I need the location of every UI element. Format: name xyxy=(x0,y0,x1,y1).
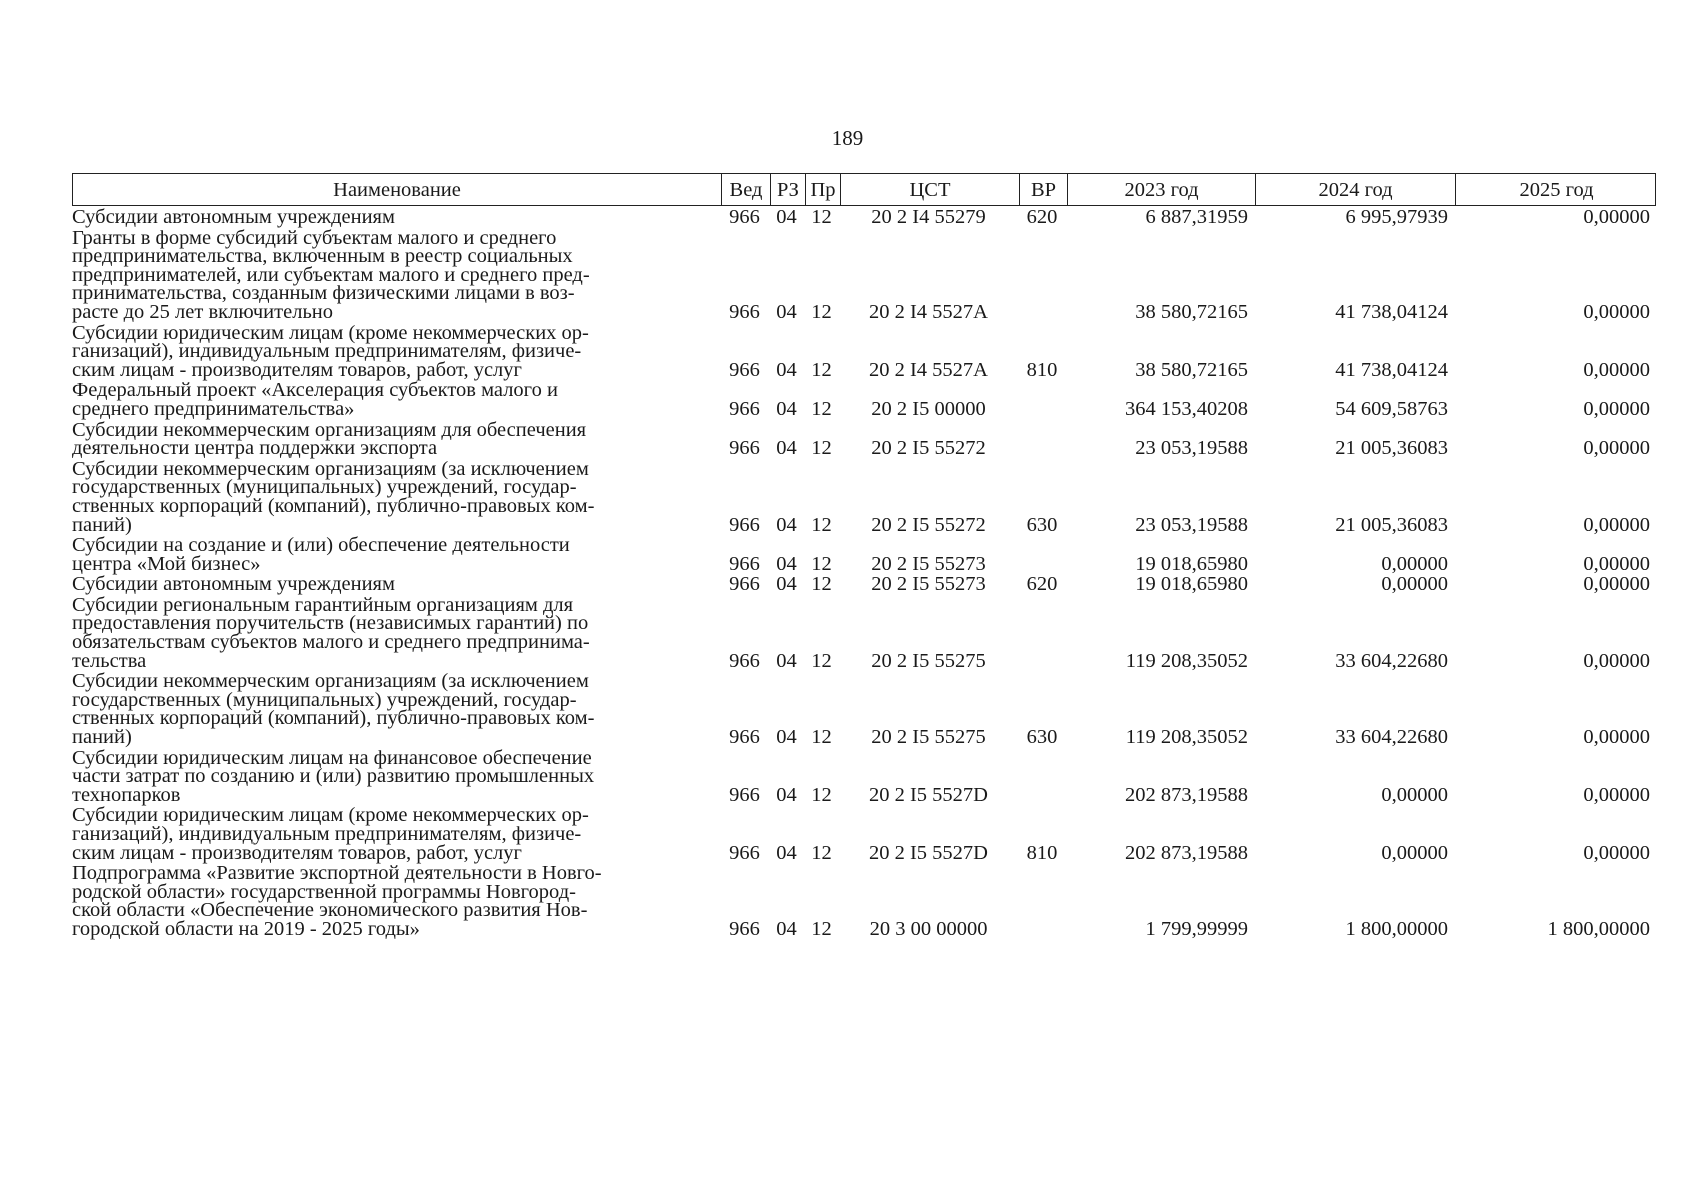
row-cst: 20 2 I5 55273 xyxy=(871,573,986,596)
row-ved: 966 xyxy=(729,552,760,575)
row-cst: 20 2 I5 55273 xyxy=(871,552,986,575)
row-ved: 966 xyxy=(729,841,760,864)
row-ved: 966 xyxy=(729,437,760,460)
row-name: Субсидии юридическим лицам (кроме некоммерческих ор- ганизаций), индивидуальным предпринимателям, физиче- ским лицам - производителям товаров, работ, услуг xyxy=(72,804,589,864)
row-rz: 04 xyxy=(776,206,797,228)
row-rz: 04 xyxy=(776,552,797,575)
row-ved: 966 xyxy=(729,397,760,420)
header-pr: Пр xyxy=(805,174,840,205)
row-name: Субсидии автономным учреждениям xyxy=(72,206,395,228)
row-name: Субсидии на создание и (или) обеспечение деятельности центра «Мой бизнес» xyxy=(72,534,570,575)
row-pr: 12 xyxy=(811,552,832,575)
row-cst: 20 2 I4 5527A xyxy=(868,300,988,323)
table-row xyxy=(72,804,1656,862)
row-2025: 0,00000 xyxy=(1583,552,1650,575)
row-rz: 04 xyxy=(776,513,797,536)
table-row xyxy=(72,206,1656,227)
table-row xyxy=(72,379,1656,418)
row-2023: 119 208,35052 xyxy=(1125,726,1248,749)
budget-table xyxy=(72,173,1656,939)
row-name: Подпрограмма «Развитие экспортной деятельности в Новго- родской области» государственной программы Новгород- ской области «Обеспечение экономического развития Нов- городской области на 2019 - 2025 годы» xyxy=(72,862,602,940)
row-2023: 19 018,65980 xyxy=(1135,552,1248,575)
row-2023: 38 580,72165 xyxy=(1135,300,1248,323)
row-2025: 0,00000 xyxy=(1583,437,1650,460)
header-2024: 2024 год xyxy=(1255,174,1455,205)
row-pr: 12 xyxy=(811,917,832,940)
row-cst: 20 2 I5 5527D xyxy=(868,841,988,864)
row-rz: 04 xyxy=(776,649,797,672)
table-row xyxy=(72,534,1656,573)
row-2025: 0,00000 xyxy=(1583,206,1650,228)
row-2023: 38 580,72165 xyxy=(1135,358,1248,381)
header-rz: РЗ xyxy=(770,174,805,205)
row-2023: 19 018,65980 xyxy=(1135,573,1248,596)
table-row xyxy=(72,862,1656,938)
table-row xyxy=(72,227,1656,322)
row-pr: 12 xyxy=(811,513,832,536)
row-cst: 20 3 00 00000 xyxy=(869,917,988,940)
row-cst: 20 2 I5 55275 xyxy=(871,649,986,672)
row-vr: 630 xyxy=(1026,726,1058,749)
header-cst: ЦСТ xyxy=(840,174,1019,205)
row-pr: 12 xyxy=(811,358,832,381)
row-2023: 23 053,19588 xyxy=(1135,513,1248,536)
table-row xyxy=(72,322,1656,380)
row-ved: 966 xyxy=(729,358,760,381)
row-cst: 20 2 I5 55272 xyxy=(871,513,986,536)
row-ved: 966 xyxy=(729,726,760,749)
row-cst: 20 2 I5 5527D xyxy=(868,783,988,806)
row-2024: 33 604,22680 xyxy=(1335,649,1448,672)
page-number: 189 xyxy=(831,126,864,150)
row-ved: 966 xyxy=(729,649,760,672)
row-2025: 0,00000 xyxy=(1583,300,1650,323)
row-2023: 1 799,99999 xyxy=(1145,917,1248,940)
row-pr: 12 xyxy=(811,397,832,420)
row-ved: 966 xyxy=(729,783,760,806)
row-rz: 04 xyxy=(776,841,797,864)
row-2025: 0,00000 xyxy=(1583,841,1650,864)
table-row xyxy=(72,573,1656,594)
row-pr: 12 xyxy=(811,726,832,749)
row-2025: 0,00000 xyxy=(1583,358,1650,381)
row-ved: 966 xyxy=(729,917,760,940)
row-2024: 0,00000 xyxy=(1381,841,1448,864)
row-name: Субсидии юридическим лицам (кроме некоммерческих ор- ганизаций), индивидуальным предпринимателям, физиче- ским лицам - производителям товаров, работ, услуг xyxy=(72,321,589,381)
table-row xyxy=(72,594,1656,670)
row-cst: 20 2 I4 55279 xyxy=(871,206,986,228)
row-vr: 810 xyxy=(1026,358,1058,381)
row-name: Субсидии автономным учреждениям xyxy=(72,573,395,596)
row-2023: 23 053,19588 xyxy=(1135,437,1248,460)
row-2025: 0,00000 xyxy=(1583,783,1650,806)
row-pr: 12 xyxy=(811,841,832,864)
header-vr: ВР xyxy=(1019,174,1067,205)
row-2024: 21 005,36083 xyxy=(1335,437,1448,460)
row-rz: 04 xyxy=(776,358,797,381)
row-2024: 1 800,00000 xyxy=(1345,917,1448,940)
row-pr: 12 xyxy=(811,206,832,228)
row-name: Субсидии некоммерческим организациям (за исключением государственных (муниципальных) учреждений, государ- ственных корпораций (компаний), публично-правовых ком- паний) xyxy=(72,457,595,536)
row-2023: 202 873,19588 xyxy=(1125,841,1248,864)
header-2025: 2025 год xyxy=(1455,174,1657,205)
row-pr: 12 xyxy=(811,649,832,672)
row-ved: 966 xyxy=(729,300,760,323)
row-2024: 0,00000 xyxy=(1381,552,1448,575)
row-2023: 6 887,31959 xyxy=(1145,206,1248,228)
row-2024: 54 609,58763 xyxy=(1335,397,1448,420)
row-2025: 0,00000 xyxy=(1583,573,1650,596)
row-ved: 966 xyxy=(729,206,760,228)
header-name: Наименование xyxy=(333,179,461,202)
row-2024: 6 995,97939 xyxy=(1345,206,1448,228)
row-2025: 0,00000 xyxy=(1583,726,1650,749)
row-vr: 620 xyxy=(1026,206,1058,228)
row-pr: 12 xyxy=(811,573,832,596)
row-rz: 04 xyxy=(776,917,797,940)
row-cst: 20 2 I5 00000 xyxy=(871,397,986,420)
row-ved: 966 xyxy=(729,573,760,596)
row-rz: 04 xyxy=(776,783,797,806)
row-vr: 620 xyxy=(1026,573,1058,596)
header-ved: Вед xyxy=(721,174,770,205)
row-cst: 20 2 I4 5527A xyxy=(868,358,988,381)
row-cst: 20 2 I5 55272 xyxy=(871,437,986,460)
row-name: Гранты в форме субсидий субъектам малого и среднего предпринимательства, включенным в реестр социальных предпринимателей, или субъектам малого и среднего пред- принимательства, созданным физическими лицами в воз- расте до 25 лет включительно xyxy=(72,226,590,323)
row-name: Субсидии некоммерческим организациям для обеспечения деятельности центра поддержки экспорта xyxy=(72,418,587,460)
row-name: Субсидии некоммерческим организациям (за исключением государственных (муниципальных) учреждений, государ- ственных корпораций (компаний), публично-правовых ком- паний) xyxy=(72,670,595,749)
row-rz: 04 xyxy=(776,726,797,749)
row-name: Субсидии юридическим лицам на финансовое обеспечение части затрат по созданию и (или) развитию промышленных технопарков xyxy=(72,746,595,806)
row-2024: 41 738,04124 xyxy=(1335,300,1448,323)
header-2023: 2023 год xyxy=(1067,174,1255,205)
row-2023: 364 153,40208 xyxy=(1125,397,1248,420)
row-rz: 04 xyxy=(776,573,797,596)
row-2025: 0,00000 xyxy=(1583,649,1650,672)
row-2024: 33 604,22680 xyxy=(1335,726,1448,749)
row-pr: 12 xyxy=(811,300,832,323)
table-row xyxy=(72,747,1656,805)
row-name: Субсидии региональным гарантийным организациям для предоставления поручительств (независимых гарантий) по обязательствам субъектов малого и среднего предпринима- тельства xyxy=(72,593,590,672)
row-2023: 119 208,35052 xyxy=(1125,649,1248,672)
row-2024: 0,00000 xyxy=(1381,783,1448,806)
row-name: Федеральный проект «Акселерация субъектов малого и среднего предпринимательства» xyxy=(72,379,558,420)
row-2024: 21 005,36083 xyxy=(1335,513,1448,536)
row-2025: 1 800,00000 xyxy=(1547,917,1650,940)
table-body xyxy=(72,206,1656,939)
table-row xyxy=(72,670,1656,749)
row-2025: 0,00000 xyxy=(1583,397,1650,420)
table-header xyxy=(72,173,1656,206)
row-cst: 20 2 I5 55275 xyxy=(871,726,986,749)
row-rz: 04 xyxy=(776,397,797,420)
row-pr: 12 xyxy=(811,437,832,460)
row-pr: 12 xyxy=(811,783,832,806)
row-vr: 810 xyxy=(1026,841,1058,864)
row-rz: 04 xyxy=(776,300,797,323)
table-row xyxy=(72,458,1656,534)
row-2023: 202 873,19588 xyxy=(1125,783,1248,806)
row-rz: 04 xyxy=(776,437,797,460)
row-ved: 966 xyxy=(729,513,760,536)
row-2024: 0,00000 xyxy=(1381,573,1448,596)
row-2025: 0,00000 xyxy=(1583,513,1650,536)
row-2024: 41 738,04124 xyxy=(1335,358,1448,381)
table-row xyxy=(72,419,1656,458)
row-vr: 630 xyxy=(1026,513,1058,536)
